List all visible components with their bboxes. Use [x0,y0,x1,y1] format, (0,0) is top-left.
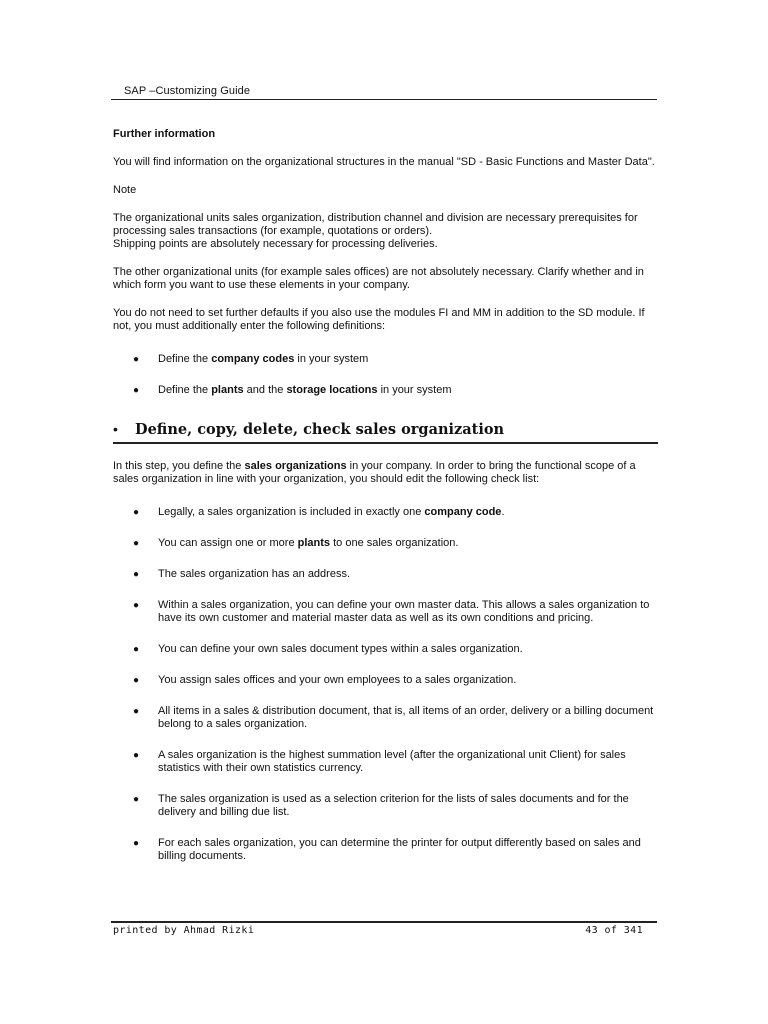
checklist [113,506,658,863]
page-header-title: SAP –Customizing Guide [124,85,251,97]
list-item-text: A sales organization is the highest summation level (after the organizational unit Client) for sales statistics with their own statistics currency. [158,749,626,774]
list-item-text: to one sales organization. [330,537,459,549]
bullet-icon: ● [133,794,140,805]
bullet-icon: ● [133,600,140,611]
list-item [113,705,658,731]
section-intro-paragraph [113,460,658,486]
further-information-paragraph: You will find information on the organizational structures in the manual "SD - Basic Functions and Master Data". [113,156,655,168]
section-heading [113,423,658,444]
bullet-icon: ● [133,385,140,396]
list-item-bold-text: plants [297,537,331,549]
list-item-text: For each sales organization, you can determine the printer for output differently based on sales and billing documents. [158,837,641,862]
note-paragraph-1-line-1: The organizational units sales organization, distribution channel and division are necessary prerequisites for processing sales transactions (for example, quotations or orders). [113,212,638,237]
list-item-text: You assign sales offices and your own employees to a sales organization. [158,674,517,686]
intro-text: in your company. In order to bring the functional scope of a sales organization in line with your organization, you should edit the following check list: [113,460,636,485]
footer-page-number: 43 of 341 [585,925,643,936]
list-item [113,506,658,519]
footer-printed-by: printed by Ahmad Rizki [113,925,255,936]
note-paragraph-1 [113,212,658,251]
list-item-text: Within a sales organization, you can define your own master data. This allows a sales organization to have its own customer and material master data as well as its own conditions and pricing. [158,599,650,624]
list-item [113,837,658,863]
list-item-bold-text: storage locations [286,384,378,396]
list-item-text: The sales organization has an address. [158,568,351,580]
list-item [113,353,658,366]
list-item [113,599,658,625]
list-item-bold-text: company codes [211,353,295,365]
intro-bold-text: sales organizations [244,460,347,472]
bullet-icon: ● [133,675,140,686]
list-item-text: . [501,506,505,518]
further-information-heading: Further information [113,128,216,140]
list-item-bold-text: company code [424,506,502,518]
list-item-text: Legally, a sales organization is included in exactly one [158,506,425,518]
section-title: Define, copy, delete, check sales organization [135,421,505,438]
list-item-text: All items in a sales & distribution document, that is, all items of an order, delivery or a billing document belong to a sales organization. [158,705,654,730]
bullet-icon: ● [133,354,140,365]
note-label: Note [113,184,137,196]
bullet-icon: ● [133,538,140,549]
bullet-icon: ● [133,750,140,761]
footer-divider [111,921,657,923]
section-bullet-icon: • [113,421,118,437]
note-paragraph-3: You do not need to set further defaults if you also use the modules FI and MM in addition to the SD module. If not, you must additionally enter the following definitions: [113,307,645,332]
note-paragraph-1-line-2: Shipping points are absolutely necessary for processing deliveries. [113,238,438,250]
bullet-icon: ● [133,706,140,717]
list-item [113,749,658,775]
list-item [113,384,658,397]
list-item [113,537,658,550]
list-item [113,793,658,819]
list-item [113,643,658,656]
bullet-icon: ● [133,644,140,655]
definitions-list [113,353,658,397]
note-paragraph-2: The other organizational units (for example sales offices) are not absolutely necessary. Clarify whether and in which form you want to use these elements in your company. [113,266,644,291]
list-item-bold-text: plants [211,384,244,396]
list-item-text: in your system [294,353,369,365]
list-item [113,568,658,581]
page-content [113,128,658,863]
list-item-text: You can assign one or more [158,537,298,549]
intro-text: In this step, you define the [113,460,245,472]
bullet-icon: ● [133,507,140,518]
bullet-icon: ● [133,569,140,580]
list-item-text: and the [243,384,287,396]
header-divider [111,99,657,100]
list-item-text: You can define your own sales document types within a sales organization. [158,643,523,655]
bullet-icon: ● [133,838,140,849]
list-item-text: Define the [158,353,212,365]
list-item [113,674,658,687]
list-item-text: The sales organization is used as a selection criterion for the lists of sales documents and for the delivery and billing due list. [158,793,629,818]
list-item-text: Define the [158,384,212,396]
list-item-text: in your system [377,384,452,396]
